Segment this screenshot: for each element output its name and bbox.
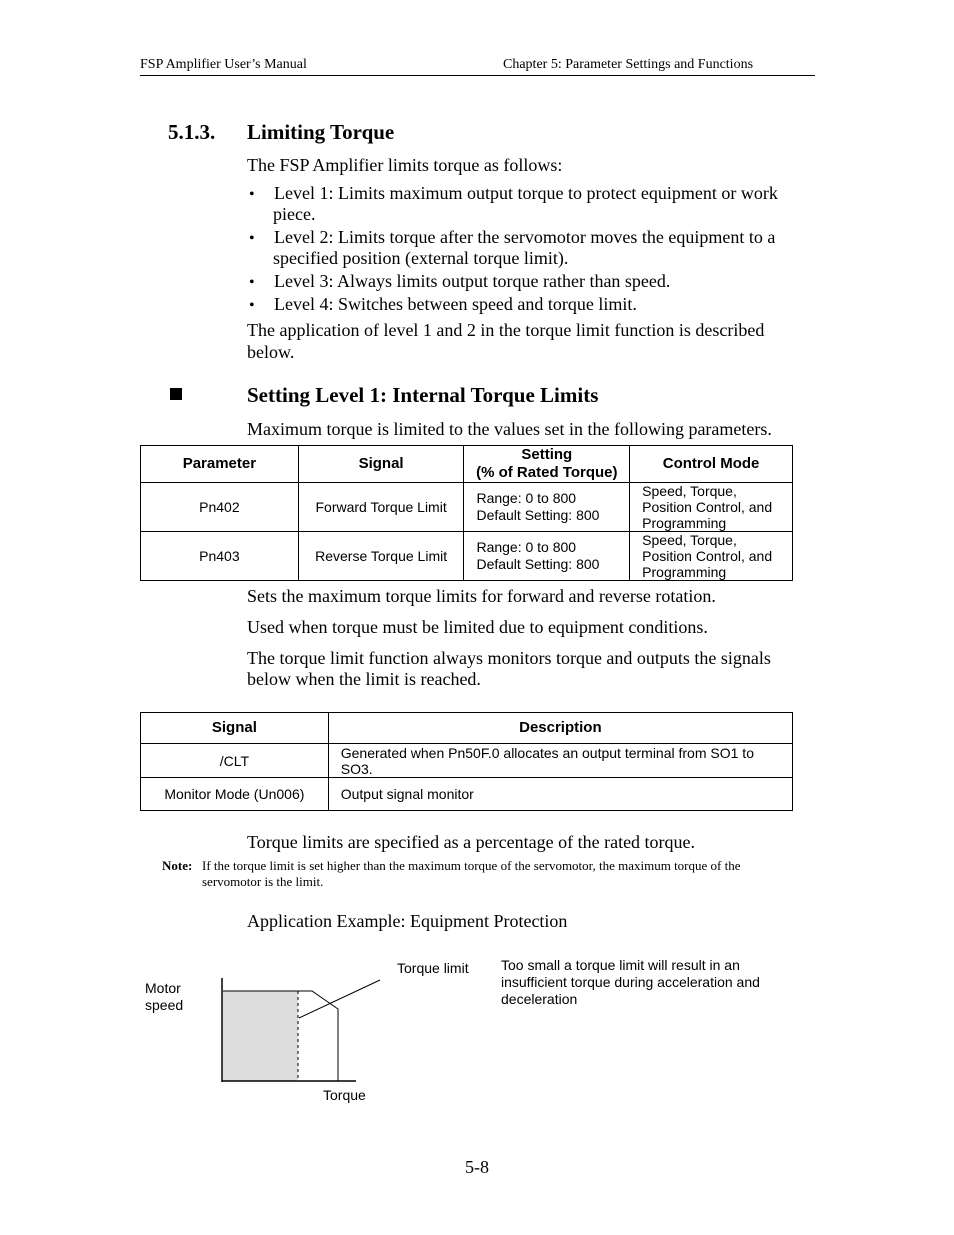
mode-line3: Programming [642,515,727,531]
col-header-description: Description [328,713,792,744]
torque-limit-callout: Torque limit [397,960,469,976]
bullet-item: Level 4: Switches between speed and torque limit. [274,294,637,314]
col-header-signal: Signal [298,446,464,483]
application-text-line1: The application of level 1 and 2 in the torque limit function is described [247,320,765,340]
mode-line3: Programming [642,564,727,580]
note-label: Note: [162,858,193,873]
cell-parameter: Pn402 [141,483,299,532]
setting-range: Range: 0 to 800 [476,539,577,555]
example-title: Application Example: Equipment Protection [247,911,568,931]
description-line1: Generated when Pn50F.0 allocates an output terminal from SO1 to [340,744,754,761]
mode-line1: Speed, Torque, [642,483,737,499]
setting-header-line1: Setting [521,446,573,463]
page-number: 5-8 [465,1157,489,1177]
setting-range: Range: 0 to 800 [476,490,577,506]
bullet-item-cont: piece. [273,204,316,224]
cell-signal: Monitor Mode (Un006) [141,778,329,811]
bullet-item: Level 2: Limits torque after the servomotor moves the equipment to a [274,227,776,247]
bullet-dot-icon: • [249,230,255,247]
bullet-item-cont: specified position (external torque limit). [273,248,569,268]
description-line2: insufficient torque during acceleration and [501,974,760,990]
setting-header-line2: (% of Rated Torque) [476,464,618,481]
section-title: Limiting Torque [247,120,395,144]
section-number: 5.1.3. [168,120,216,144]
y-axis-label-line2: speed [145,997,184,1013]
cell-parameter: Pn403 [141,532,299,581]
header-chapter-title: Chapter 5: Parameter Settings and Functions [503,57,754,72]
cell-description: Output signal monitor [328,778,792,811]
cell-signal: /CLT [141,744,329,778]
shaded-region [223,991,298,1081]
header-manual-title: FSP Amplifier User’s Manual [140,57,307,72]
subsection-title: Setting Level 1: Internal Torque Limits [247,383,599,407]
bullet-item: Level 3: Always limits output torque rather than speed. [274,271,671,291]
col-header-parameter: Parameter [141,446,299,483]
x-axis-label: Torque [323,1087,366,1103]
cell-signal: Reverse Torque Limit [298,532,464,581]
col-header-control-mode: Control Mode [630,446,793,483]
bullet-dot-icon: • [249,297,255,314]
paragraph-equipment: Used when torque must be limited due to equipment conditions. [247,617,708,637]
bullet-dot-icon: • [249,186,255,203]
bullet-item: Level 1: Limits maximum output torque to protect equipment or work [274,183,778,203]
note-line2: servomotor is the limit. [202,874,324,889]
mode-line2: Position Control, and [642,499,773,515]
description-line3: deceleration [501,991,578,1007]
intro-text: The FSP Amplifier limits torque as follows: [247,155,563,175]
setting-default: Default Setting: 800 [476,556,600,572]
torque-percent-text: Torque limits are specified as a percentage of the rated torque. [247,832,696,852]
paragraph-max-limits: Sets the maximum torque limits for forward and reverse rotation. [247,586,716,606]
bullet-dot-icon: • [249,274,255,291]
col-header-signal: Signal [141,713,329,744]
description-line2: SO3. [340,760,373,777]
subsection-intro: Maximum torque is limited to the values set in the following parameters. [247,419,772,439]
mode-line1: Speed, Torque, [642,532,737,548]
mode-line2: Position Control, and [642,548,773,564]
callout-leader-line [299,980,380,1018]
description-line1: Too small a torque limit will result in an [501,957,740,973]
paragraph-monitor-line2: below when the limit is reached. [247,669,481,689]
paragraph-monitor-line1: The torque limit function always monitors torque and outputs the signals [247,648,771,668]
y-axis-label-line1: Motor [145,980,181,996]
application-text-line2: below. [247,342,295,362]
note-line1: If the torque limit is set higher than the maximum torque of the servomotor, the maximum torque of the [202,858,741,873]
setting-default: Default Setting: 800 [476,507,600,523]
cell-signal: Forward Torque Limit [298,483,464,532]
